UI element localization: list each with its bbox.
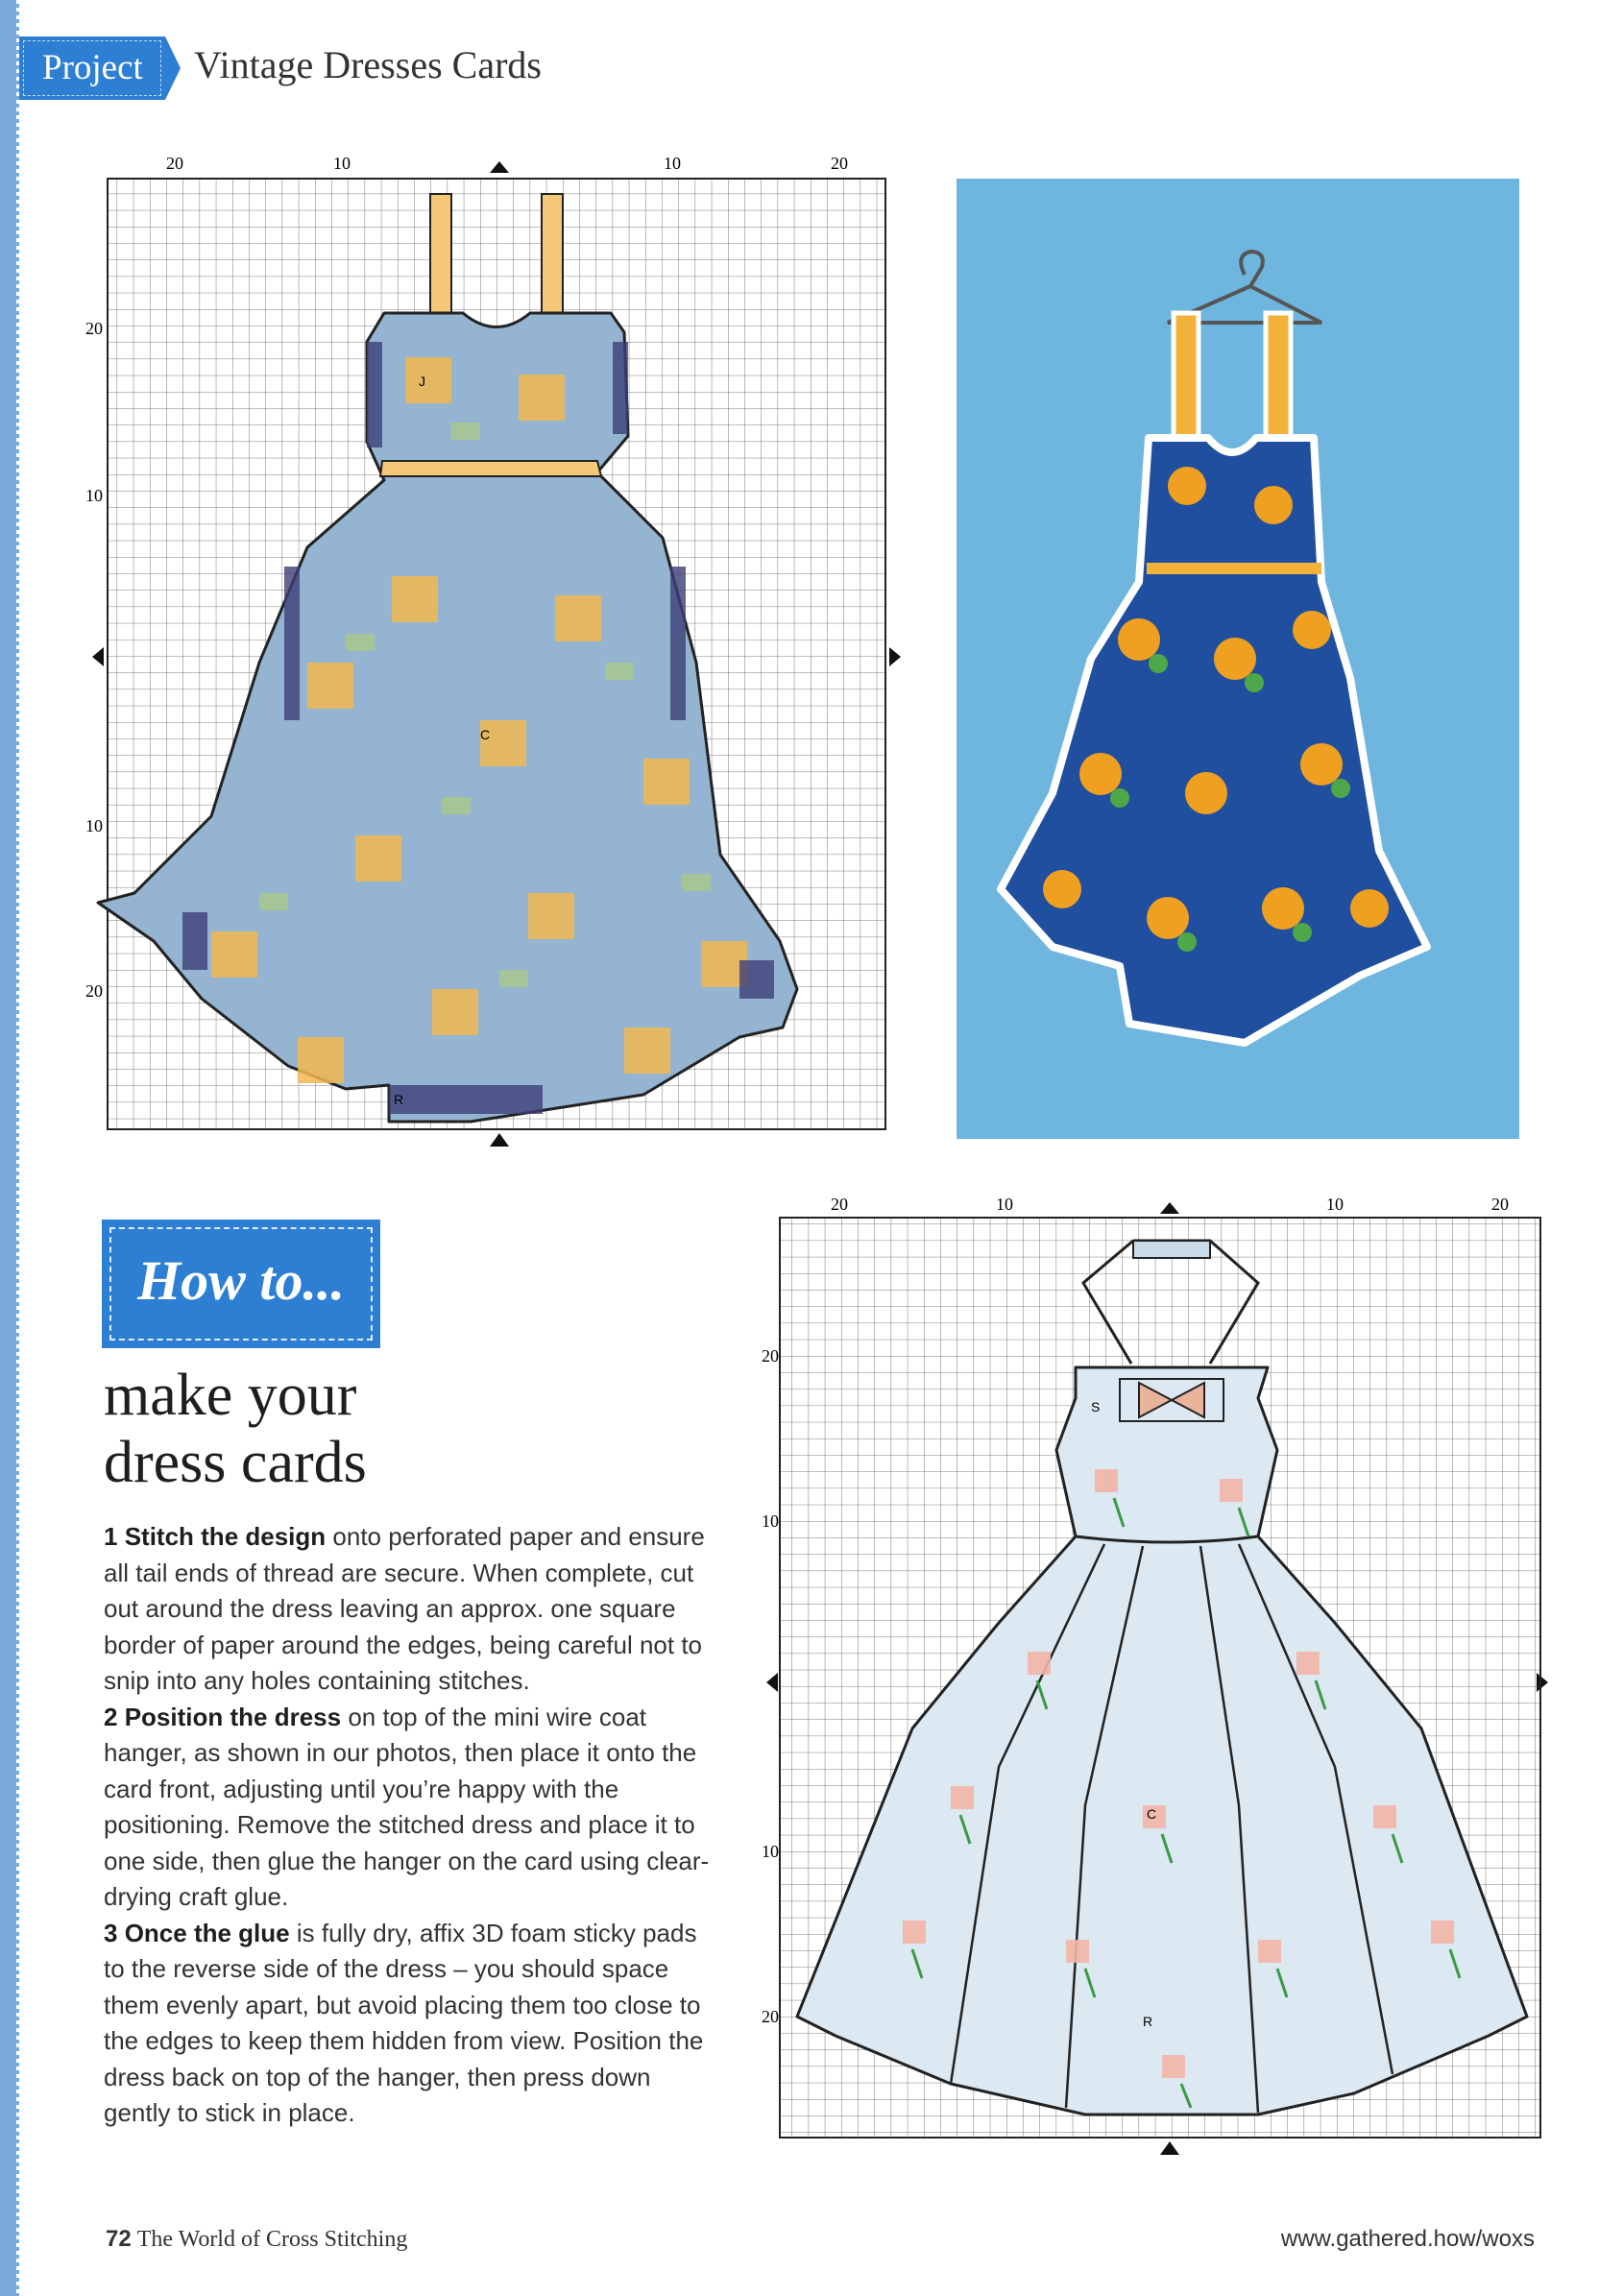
chart2-top-label: 20 bbox=[1491, 1195, 1509, 1214]
white-dress-chart bbox=[759, 1191, 1556, 2161]
step-lead: Stitch the design bbox=[124, 1522, 327, 1551]
footer-left bbox=[106, 2226, 407, 2253]
step-number: 1 bbox=[104, 1522, 118, 1551]
chart2-side-label: 10 bbox=[762, 1842, 779, 1861]
chart2-center-marker-left bbox=[766, 1673, 778, 1692]
chart1-top-label: 20 bbox=[831, 154, 848, 173]
side-strip bbox=[0, 0, 19, 2296]
step-number: 3 bbox=[104, 1918, 118, 1947]
page-number: 72 bbox=[106, 2226, 132, 2252]
step-lead: Once the glue bbox=[124, 1918, 290, 1947]
stitched-dress-photo bbox=[957, 179, 1519, 1139]
heading-line1: make your bbox=[104, 1363, 357, 1428]
chart1-center-marker-left bbox=[92, 647, 104, 666]
chart2-side-label: 10 bbox=[762, 1511, 779, 1531]
chart1-center-marker-bottom bbox=[490, 1133, 509, 1147]
step-2 bbox=[104, 1700, 718, 1916]
chart1-waistband bbox=[380, 461, 601, 476]
heading-line2: dress cards bbox=[104, 1430, 367, 1495]
chart2-top-label: 20 bbox=[831, 1195, 848, 1214]
section-tab-label: Project bbox=[42, 48, 143, 87]
chart2-top-label: 10 bbox=[1326, 1195, 1344, 1214]
chart1-center-marker-top bbox=[490, 161, 509, 173]
step-lead: Position the dress bbox=[124, 1702, 342, 1731]
chart1-center-marker-right bbox=[889, 647, 901, 666]
page-title: Vintage Dresses Cards bbox=[194, 43, 542, 86]
chart2-symbol: C bbox=[1147, 1806, 1157, 1822]
footer-url[interactable]: www.gathered.how/woxs bbox=[1280, 2226, 1535, 2252]
section-heading bbox=[104, 1362, 367, 1496]
chart1-symbol: J bbox=[419, 374, 425, 389]
chart1-top-label: 20 bbox=[166, 154, 183, 173]
chart1-top-label: 10 bbox=[333, 154, 351, 173]
magazine-name: The World of Cross Stitching bbox=[136, 2227, 408, 2252]
howto-badge-text: How to... bbox=[137, 1249, 345, 1312]
chart1-side-label: 10 bbox=[85, 816, 103, 835]
chart2-side-label: 20 bbox=[762, 2007, 779, 2026]
chart2-symbol: S bbox=[1091, 1399, 1101, 1414]
photo-waistband bbox=[1147, 563, 1321, 574]
step-text: onto perforated paper and ensure all tail ends of thread are secure. When complete, cut out around the dress leaving an approx. one square border of paper around the edges, being careful not to snip into any holes containing stitches. bbox=[104, 1522, 705, 1695]
chart2-symbol: R bbox=[1143, 2014, 1153, 2029]
step-number: 2 bbox=[104, 1702, 118, 1731]
chart1-side-label: 20 bbox=[85, 981, 103, 1001]
chart1-side-label: 10 bbox=[85, 486, 103, 505]
chart2-top-label: 10 bbox=[996, 1195, 1013, 1214]
howto-badge bbox=[102, 1220, 380, 1348]
chart1-side-label: 20 bbox=[85, 319, 103, 338]
chart1-symbol: C bbox=[480, 727, 491, 742]
photo-dress bbox=[1001, 438, 1427, 1043]
chart2-center-marker-top bbox=[1160, 1202, 1179, 1214]
step-text: is fully dry, affix 3D foam sticky pads to the reverse side of the dress – you should space them evenly apart, but avoid placing them too close to the edges to keep them hidden from view. Position the dress back on top of the hanger, then press down gently to stick in place. bbox=[104, 1918, 704, 2127]
instruction-steps bbox=[104, 1519, 718, 2132]
chart2-neck-band bbox=[1133, 1241, 1210, 1258]
chart1-top-label: 10 bbox=[664, 154, 681, 173]
chart2-center-marker-bottom bbox=[1160, 2141, 1179, 2155]
section-tab bbox=[19, 36, 165, 100]
step-text: on top of the mini wire coat hanger, as shown in our photos, then place it onto the card front, adjusting until you’re happy with the positioning. Remove the stitched dress and place it to one side, then glue the hanger on the card using clear-drying craft glue. bbox=[104, 1702, 710, 1911]
chart2-side-label: 20 bbox=[762, 1346, 779, 1366]
orange-dress-chart bbox=[67, 144, 912, 1152]
step-1 bbox=[104, 1519, 718, 1700]
chart1-symbol: R bbox=[394, 1092, 404, 1107]
step-3 bbox=[104, 1916, 718, 2132]
